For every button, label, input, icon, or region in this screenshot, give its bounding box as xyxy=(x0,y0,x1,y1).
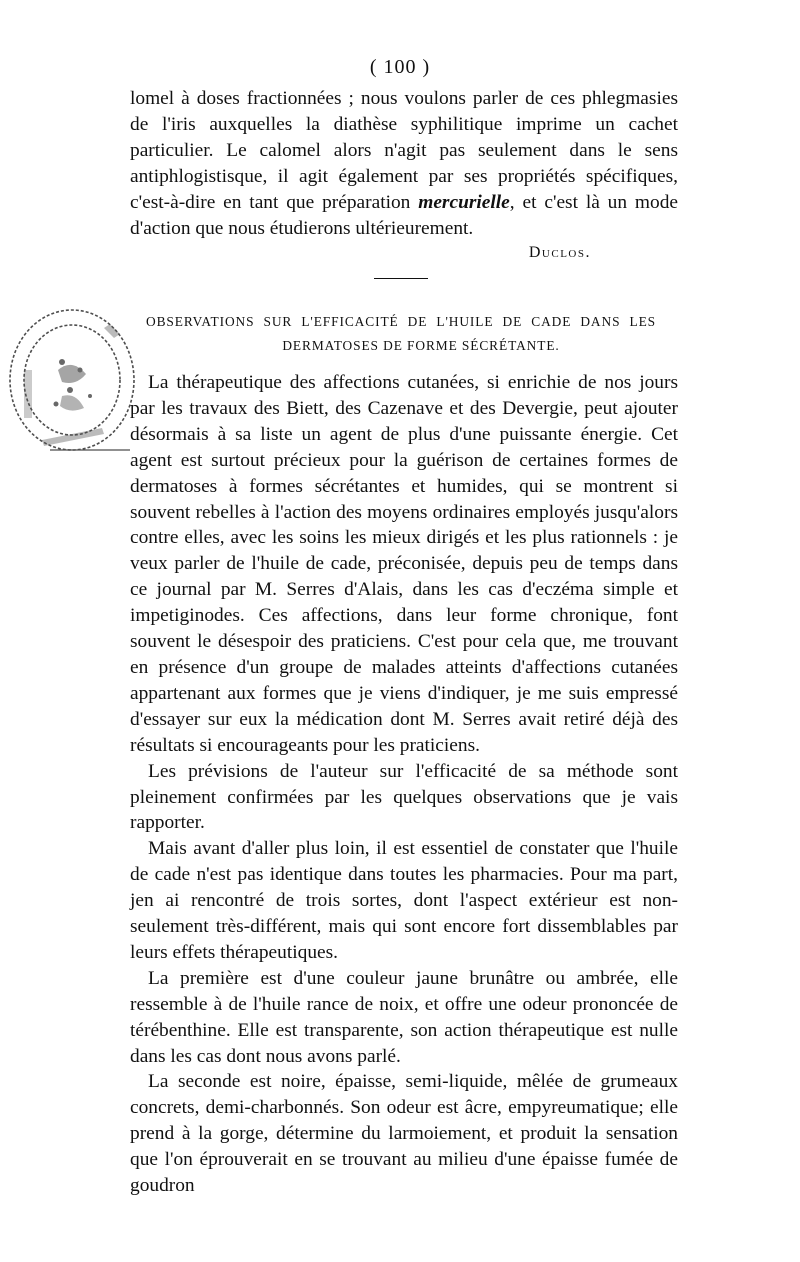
article-body xyxy=(130,370,678,1199)
article-paragraph: Les prévisions de l'auteur sur l'efficacité de sa méthode sont pleinement confirmées par les quelques observations que je vais rapporter. xyxy=(130,760,678,834)
section-divider xyxy=(374,278,428,279)
article-title-line-2: DERMATOSES DE FORME SÉCRÉTANTE. xyxy=(282,338,560,353)
previous-article-text xyxy=(130,86,678,241)
article-title-line-1: OBSERVATIONS SUR L'EFFICACITÉ DE L'HUILE DE CADE DANS LES xyxy=(146,314,656,329)
article-paragraph: La thérapeutique des affections cutanées, si enrichie de nos jours par les travaux des Biett, des Cazenave et des Devergie, peut ajouter désormais à sa liste un agent de plus d'une puissante énergie. Cet agent est surtout précieux pour la guérison de certaines formes de dermatoses à formes sécrétantes et humides, qui se montrent si souvent rebelles à l'action des moyens ordinaires employés jusqu'alors contre elles, avec les soins les mieux dirigés et les plus rationnels : je veux parler de l'huile de cade, préconisée, depuis peu de temps dans ce journal par M. Serres d'Alais, dans les cas d'eczéma simple et impetiginodes. Ces affections, dans leur forme chronique, font souvent le désespoir des praticiens. C'est pour cela que, me trouvant en présence d'un groupe de malades atteints d'affections cutanées appartenant aux formes que je viens d'indiquer, je me suis empressé d'essayer sur eux la médication dont M. Serres avait retiré déjà des résultats si encourageants pour les praticiens. xyxy=(130,372,678,756)
paragraph-text-end: , et c'est là un mode d'action que nous étudierons ultérieurement. xyxy=(130,191,678,239)
article-paragraph: La seconde est noire, épaisse, semi-liquide, mêlée de grumeaux concrets, demi-charbonnés. Son odeur est âcre, empyreumatique; elle prend à la gorge, détermine du larmoiement, et produit la sensation que l'on éprouverait en se trouvant au milieu d'une épaisse fumée de goudron xyxy=(130,1071,678,1197)
emphasized-word: mercurielle xyxy=(418,191,510,213)
paragraph-text-start: lomel à doses fractionnées ; nous voulons parler de ces phlegmasies de l'iris auxquelles la diathèse syphilitique imprime un cachet particulier. Le calomel alors n'agit pas seulement dans le sens antiphlogistisque, il agit également par ses propriétés spécifiques, c'est-à-dire en tant que préparation xyxy=(130,88,678,213)
article-paragraph: La première est d'une couleur jaune brunâtre ou ambrée, elle ressemble à de l'huile rance de noix, et offre une odeur prononcée de térébenthine. Elle est transparente, son action thérapeutique est nulle dans les cas dont nous avons parlé. xyxy=(130,967,678,1067)
page-number: ( 100 ) xyxy=(369,56,431,78)
previous-article-paragraph xyxy=(130,86,678,241)
article-paragraph: Mais avant d'aller plus loin, il est essentiel de constater que l'huile de cade n'est pas identique dans toutes les pharmacies. Pour ma part, jen ai rencontré de trois sortes, dont l'aspect extérieur est non-seulement très-différent, mais qui sont encore fort dissemblables par leurs effets thérapeutiques. xyxy=(130,838,678,963)
author-signature: Duclos. xyxy=(528,244,591,261)
article-title xyxy=(146,310,656,358)
